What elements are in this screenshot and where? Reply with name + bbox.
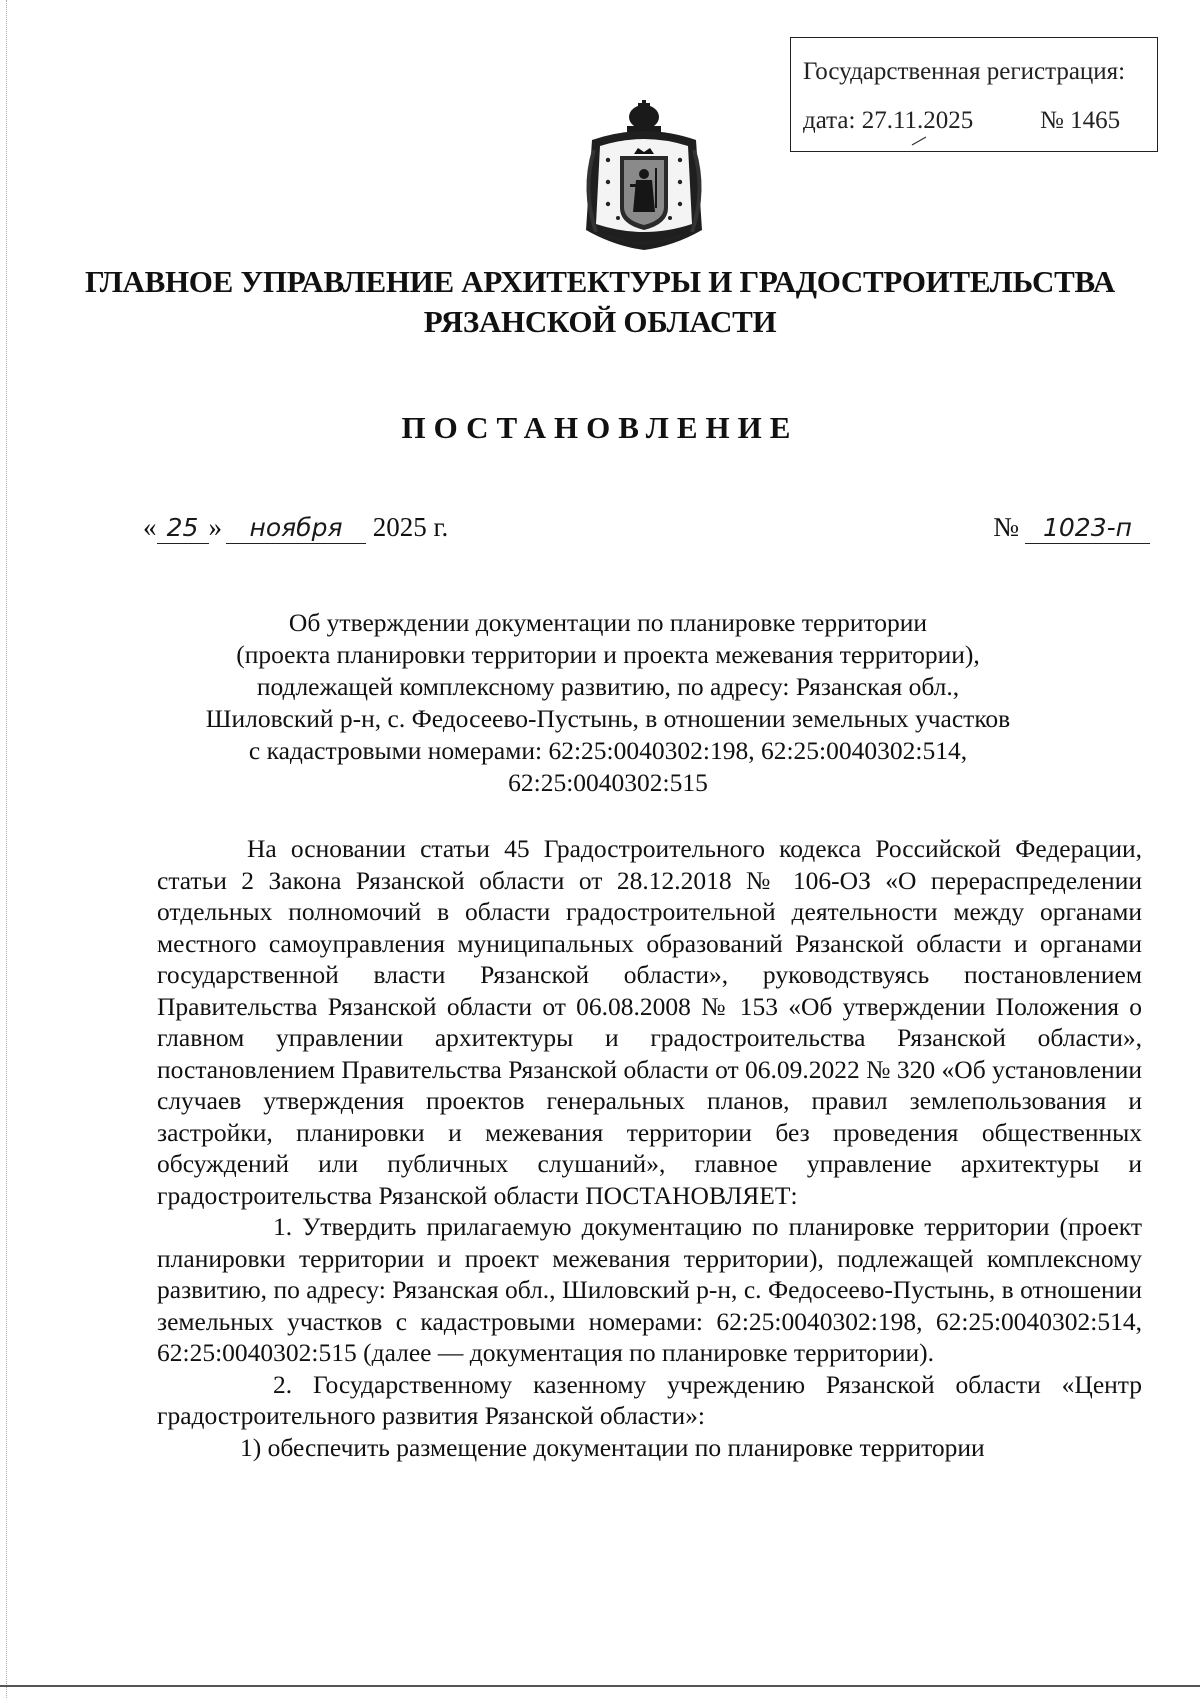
decree-subject — [150, 607, 1066, 799]
number-prefix: № — [993, 512, 1019, 542]
item-1-text: Утвердить прилагаемую документацию по планировке территории (проект планировки территории и проект межевания территории), подлежащей комплексному развитию, по адресу: Рязанская обл., Шиловский р-н, с. Федосеево-Пустынь, в отношении земельных участков с кадастровыми номерами: 62:25:0040302:198, 62:25:0040302:514, 62:25:0040302:515 (далее — документация по планировке территории). — [157, 1212, 1142, 1367]
date-month-handwritten: ноября — [226, 513, 366, 544]
decree-date — [143, 512, 448, 544]
subject-line: подлежащей комплексному развитию, по адресу: Рязанская обл., — [256, 672, 960, 701]
registration-title: Государственная регистрация: — [803, 58, 1126, 85]
organization-line-2: РЯЗАНСКОЙ ОБЛАСТИ — [423, 304, 777, 339]
organization-name — [60, 262, 1140, 342]
scan-edge-left — [6, 0, 8, 1698]
item-1-number: 1. — [273, 1212, 293, 1241]
date-year: 2025 г. — [372, 512, 449, 542]
scan-edge-bottom — [0, 1685, 1200, 1687]
decree-number — [993, 512, 1150, 544]
registration-date: дата: 27.11.2025 — [803, 107, 974, 134]
item-2-text: Государственному казенному учреждению Рязанской области «Центр градостроительного развития Рязанской области»: — [157, 1369, 1143, 1430]
item-1-paragraph — [157, 1211, 1142, 1369]
ryazan-coat-of-arms-icon — [578, 100, 710, 260]
subject-line: 62:25:0040302:515 — [508, 768, 708, 797]
number-handwritten: 1023-п — [1025, 513, 1150, 544]
subject-line: с кадастровыми номерами: 62:25:0040302:198, 62:25:0040302:514, — [248, 736, 968, 765]
decree-title: ПОСТАНОВЛЕНИЕ — [401, 410, 799, 445]
item-2-paragraph — [157, 1369, 1142, 1432]
subject-line: (проекта планировки территории и проекта межевания территории), — [236, 640, 980, 669]
subject-line: Об утверждении документации по планировке территории — [288, 608, 928, 637]
preamble-paragraph: На основании статьи 45 Градостроительного кодекса Российской Федерации, статьи 2 Закона Рязанской области от 28.12.2018 № 106-ОЗ «О перераспределении отдельных полномочий в области градостроительной деятельности между органами местного самоуправления муниципальных образований Рязанской области и органами государственной власти Рязанской области», руководствуясь постановлением Правительства Рязанской области от 06.08.2008 № 153 «Об утверждении Положения о главном управлении архитектуры и градостроительства Рязанской области», постановлением Правительства Рязанской области от 06.09.2022 № 320 «Об установлении случаев утверждения проектов генеральных планов, правил землепользования и застройки, планировки и межевания территории без проведения общественных обсуждений или публичных слушаний», главное управление архитектуры и градостроительства Рязанской области ПОСТАНОВЛЯЕТ: — [157, 834, 1142, 1210]
date-day-handwritten: 25 — [157, 513, 209, 544]
registration-number: № 1465 — [1040, 107, 1121, 134]
organization-line-1: ГЛАВНОЕ УПРАВЛЕНИЕ АРХИТЕКТУРЫ И ГРАДОСТРОИТЕЛЬСТВА — [84, 264, 1115, 299]
registration-stamp — [790, 37, 1158, 152]
subitem-1-paragraph: 1) обеспечить размещение документации по планировке территории — [240, 1432, 985, 1462]
item-2-number: 2. — [273, 1369, 293, 1399]
date-close-quote: » — [208, 512, 222, 542]
decree-body — [157, 833, 1142, 1463]
handwritten-tick-mark — [911, 136, 927, 146]
date-open-quote: « — [143, 512, 157, 542]
subject-line: Шиловский р-н, с. Федосеево-Пустынь, в отношении земельных участков — [205, 704, 1011, 733]
